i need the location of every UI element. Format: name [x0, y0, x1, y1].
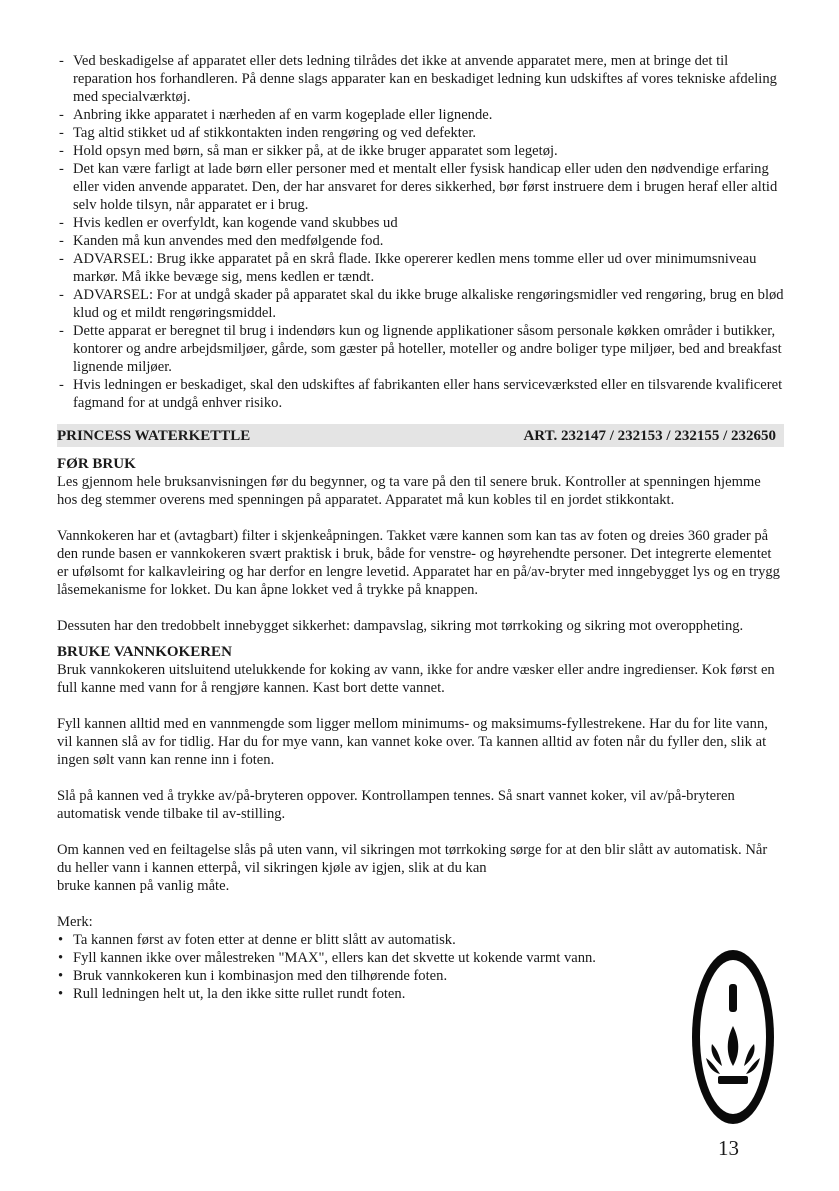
article-numbers: ART. 232147 / 232153 / 232155 / 232650 — [523, 427, 776, 444]
list-item: - Ved beskadigelse af apparatet eller dets ledning tilrådes det ikke at anvende apparatet mere, men at bringe det til reparation hos forhandleren. På denne slags apparater kan en beskadiget ledning kun udskiftes af vores tekniske afdeling med specialværktøj. — [57, 52, 784, 106]
notes-list — [57, 931, 784, 1003]
danish-warnings-list — [57, 52, 784, 412]
paragraph: Vannkokeren har et (avtagbart) filter i skjenkeåpningen. Takket være kannen som kan tas av foten og dreies 360 grader på den runde basen er vannkokeren svært praktisk i bruk, både for venstre- og høyrehendte personer. Det integrerte elementet er ufølsomt for kalkavleiring og har derfor en lengre levetid. Apparatet har en på/av-bryter med inngebygget lys og en trygg låsemekanisme for lokket. Du kan åpne lokket ved å trykke på knappen. — [57, 528, 780, 598]
list-item: - Anbring ikke apparatet i nærheden af en varm kogeplade eller lignende. — [57, 106, 784, 124]
section-heading-using-kettle: BRUKE VANNKOKEREN — [57, 644, 232, 660]
list-item: - Hold opsyn med børn, så man er sikker på, at de ikke bruger apparatet som legetøj. — [57, 142, 784, 160]
list-item: - ADVARSEL: For at undgå skader på apparatet skal du ikke bruge alkaliske rengøringsmidler ved rengøring, brug en blød klud og et mildt rengøringsmiddel. — [57, 286, 784, 322]
list-item: - Tag altid stikket ud af stikkontakten inden rengøring og ved defekter. — [57, 124, 784, 142]
paragraph: Fyll kannen alltid med en vannmengde som ligger mellom minimums- og maksimums-fyllestrekene. Har du for lite vann, vil kannen slå av for tidlig. Har du for mye vann, kan vannet koke over. Ta kannen alltid av foten når du fyller den, slik at ingen sølt vann kan renne inn i foten. — [57, 716, 768, 768]
paragraph: Slå på kannen ved å trykke av/på-bryteren oppover. Kontrollampen tennes. Så snart vannet koker, vil av/på-bryteren automatisk vende tilbake til av-stilling. — [57, 788, 735, 822]
list-item: - Kanden må kun anvendes med den medfølgende fod. — [57, 232, 784, 250]
list-item: • Fyll kannen ikke over målestreken "MAX", ellers kan det skvette ut kokende varmt vann. — [57, 949, 784, 967]
page-content — [57, 52, 784, 1003]
product-name: PRINCESS WATERKETTLE — [57, 427, 251, 444]
page-number: 13 — [718, 1136, 739, 1160]
list-item: - Hvis kedlen er overfyldt, kan kogende vand skubbes ud — [57, 214, 784, 232]
list-item: • Ta kannen først av foten etter at denne er blitt slått av automatisk. — [57, 931, 784, 949]
paragraph — [57, 841, 784, 895]
list-item: - Hvis ledningen er beskadiget, skal den udskiftes af fabrikanten eller hans serviceværksted eller en tilsvarende kvalificeret fagmand for at undgå enhver risiko. — [57, 376, 784, 412]
list-item: • Bruk vannkokeren kun i kombinasjon med den tilhørende foten. — [57, 967, 784, 985]
list-item: • Rull ledningen helt ut, la den ikke sitte rullet rundt foten. — [57, 985, 784, 1003]
list-item: - Det kan være farligt at lade børn eller personer med et mentalt eller fysisk handicap eller uden den nødvendige erfaring eller viden anvende apparatet. Den, der har ansvaret for deres sikkerhed, bør først instruere dem i brugen heraf eller altid selv holde tilsyn, når apparatet er i brug. — [57, 160, 784, 214]
princess-crown-logo-icon — [690, 948, 776, 1126]
paragraph-line: Om kannen ved en feiltagelse slås på uten vann, vil sikringen mot tørrkoking sørge for at den blir slått av automatisk. Når du heller vann i kannen etterpå, vil sikringen kjøle av igjen, slik at du kan — [57, 842, 768, 876]
paragraph: Les gjennom hele bruksanvisningen før du begynner, og ta vare på den til senere bruk. Kontroller at spenningen hjemme hos deg stemmer overens med spenningen på apparatet. Apparatet må kun kobles til en jordet stikkontakt. — [57, 474, 761, 508]
list-item: - Dette apparat er beregnet til brug i indendørs kun og lignende applikationer såsom personale køkken områder i butikker, kontorer og andre arbejdsmiljøer, gårde, som gæster på hoteller, moteller og andre boliger type miljøer, bed and breakfast lignende miljøer. — [57, 322, 784, 376]
paragraph: Dessuten har den tredobbelt innebygget sikkerhet: dampavslag, sikring mot tørrkoking og sikring mot overoppheting. — [57, 618, 744, 634]
paragraph: Bruk vannkokeren uitsluitend utelukkende for koking av vann, ikke for andre væsker eller andre ingredienser. Kok først en full kanne med vann for å rengjøre kannen. Kast bort dette vannet. — [57, 662, 775, 696]
paragraph-line: bruke kannen på vanlig måte. — [57, 878, 230, 894]
product-banner — [57, 424, 784, 447]
note-label: Merk: — [57, 914, 93, 930]
section-heading-before-use: FØR BRUK — [57, 456, 136, 472]
list-item: - ADVARSEL: Brug ikke apparatet på en skrå flade. Ikke opererer kedlen mens tomme eller ud over minimumsniveau markør. Må ikke bevæge sig, mens kedlen er tændt. — [57, 250, 784, 286]
